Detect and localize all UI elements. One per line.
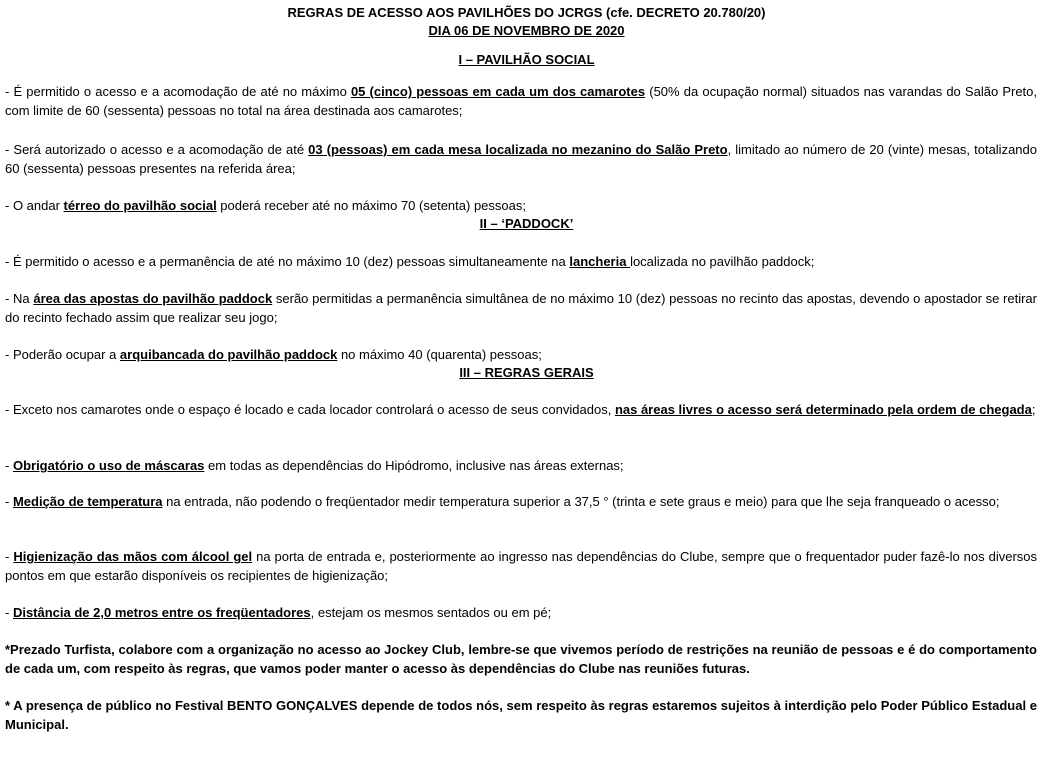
rule-terreo [5, 196, 1037, 215]
rule-highlight: lancheria [569, 254, 631, 269]
rule-text: - [5, 494, 13, 509]
rule-text: , limitado ao número de 20 (vinte) mesas, totalizando 60 (sessenta) pessoas presentes na referida área; [5, 142, 1037, 176]
rule-text: - [5, 549, 14, 564]
rule-highlight: arquibancada do pavilhão paddock [119, 347, 338, 362]
rule-text: - [5, 458, 13, 473]
rule-lancheria [5, 252, 1037, 271]
document-date: DIA 06 DE NOVEMBRO DE 2020 [428, 23, 625, 38]
rule-highlight: área das apostas do pavilhão paddock [33, 291, 273, 306]
rule-text: poderá receber até no máximo 70 (setenta) pessoas; [216, 198, 526, 213]
rule-text: localizada no pavilhão paddock; [630, 254, 815, 269]
rule-highlight: Obrigatório o uso de máscaras [12, 458, 205, 473]
rule-distancia [5, 603, 1037, 622]
rule-text: na porta de entrada e, posteriormente ao ingresso nas dependências do Clube, sempre que o frequentador puder fazê-lo nos diversos pontos em que estarão disponíveis os recipientes de higienização; [5, 549, 1037, 583]
rule-highlight: Distância de 2,0 metros entre os freqüentadores [12, 605, 311, 620]
rule-text: em todas as dependências do Hipódromo, inclusive nas áreas externas; [204, 458, 624, 473]
rule-text: , estejam os mesmos sentados ou em pé; [310, 605, 552, 620]
rule-text: - O andar [5, 198, 64, 213]
rule-text: - É permitido o acesso e a permanência de até no máximo 10 (dez) pessoas simultaneamente na [5, 254, 570, 269]
rule-higienizacao [5, 547, 1037, 585]
section-heading-regras-gerais: III – REGRAS GERAIS [459, 365, 594, 380]
rule-temperatura [5, 492, 1037, 511]
rule-text: (50% da ocupação normal) situados nas varandas do Salão Preto, com limite de 60 (sessenta) pessoas no total na área destinada aos camarotes; [5, 84, 1038, 118]
rule-highlight: Higienização das mãos com álcool gel [13, 549, 253, 564]
rule-text: na entrada, não podendo o freqüentador medir temperatura superior a 37,5 ° (trinta e sete graus e meio) para que lhe seja franqueado o acesso; [162, 494, 1000, 509]
rule-ordem-chegada [5, 400, 1037, 419]
rule-text: no máximo 40 (quarenta) pessoas; [337, 347, 542, 362]
rule-mascaras [5, 456, 1037, 475]
note-festival: * A presença de público no Festival BENTO GONÇALVES depende de todos nós, sem respeito às regras estaremos sujeitos à interdição pelo Poder Público Estadual e Municipal. [5, 698, 1037, 732]
rule-highlight: Medição de temperatura [12, 494, 163, 509]
rule-highlight: 03 (pessoas) em cada mesa localizada no mezanino do Salão Preto [308, 142, 728, 157]
rule-camarotes [5, 82, 1037, 120]
rule-highlight: térreo do pavilhão social [63, 198, 217, 213]
section-heading-paddock: II – ‘PADDOCK’ [479, 216, 574, 231]
rule-text: - Na [5, 291, 34, 306]
section-heading-pavilhao-social: I – PAVILHÃO SOCIAL [458, 52, 595, 67]
rule-text: - [5, 605, 13, 620]
rule-text: - Exceto nos camarotes onde o espaço é locado e cada locador controlará o acesso de seus convidados, [5, 402, 615, 417]
rule-mezanino [5, 140, 1037, 178]
rule-text: serão permitidas a permanência simultânea de no máximo 10 (dez) pessoas no recinto das apostas, devendo o apostador se retirar do recinto fechado assim que realizar seu jogo; [5, 291, 1037, 325]
document-title: REGRAS DE ACESSO AOS PAVILHÕES DO JCRGS (cfe. DECRETO 20.780/20) [287, 5, 766, 20]
rule-text: - É permitido o acesso e a acomodação de até no máximo [5, 84, 351, 99]
note-turfista: *Prezado Turfista, colabore com a organização no acesso ao Jockey Club, lembre-se que vivemos período de restrições na reunião de pessoas e é do comportamento de cada um, com respeito às regras, que vamos poder manter o acesso às dependências do Clube nas reuniões futuras. [5, 642, 1037, 676]
rule-highlight: 05 (cinco) pessoas em cada um dos camarotes [350, 84, 646, 99]
rule-area-apostas [5, 289, 1037, 327]
rule-highlight: nas áreas livres o acesso será determinado pela ordem de chegada [614, 402, 1032, 417]
rule-text: - Será autorizado o acesso e a acomodação de até [5, 142, 309, 157]
rule-text: ; [1031, 402, 1036, 417]
rule-arquibancada [5, 345, 1037, 364]
rule-text: - Poderão ocupar a [5, 347, 120, 362]
